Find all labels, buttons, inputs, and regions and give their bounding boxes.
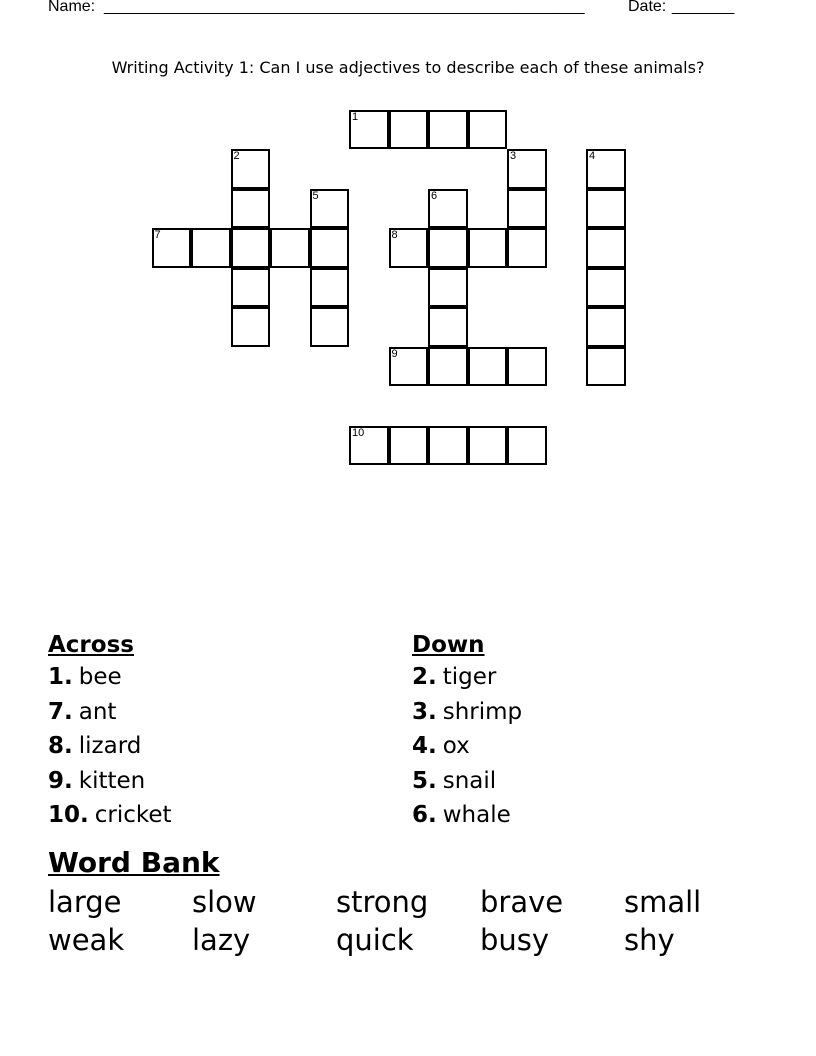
- word-bank-word: quick: [336, 923, 414, 957]
- crossword-cell[interactable]: [310, 189, 350, 229]
- clue-number: 7: [154, 229, 161, 241]
- header: [0, 0, 816, 20]
- crossword-cell[interactable]: [468, 426, 508, 466]
- crossword-cell[interactable]: [507, 426, 547, 466]
- crossword-cell[interactable]: [231, 228, 271, 268]
- word-bank-word: strong: [336, 885, 429, 919]
- name-line[interactable]: ______________________________________________________: [104, 0, 585, 15]
- crossword-cell[interactable]: [389, 426, 429, 466]
- across-clue: 7. ant: [48, 698, 117, 725]
- down-clue: 6. whale: [412, 802, 511, 828]
- clue-number: 1: [352, 110, 359, 123]
- crossword-cell[interactable]: [468, 228, 508, 268]
- date-label: Date:: [628, 0, 667, 15]
- crossword-cell[interactable]: [231, 268, 271, 308]
- clue-number: 5: [312, 189, 319, 202]
- crossword-cell[interactable]: [428, 426, 468, 466]
- word-bank-word: brave: [480, 885, 564, 919]
- crossword-cell[interactable]: [231, 149, 271, 189]
- crossword-cell[interactable]: [152, 228, 192, 268]
- name-label: Name:: [48, 0, 96, 15]
- down-clue: 5. snail: [412, 767, 497, 794]
- crossword-cell[interactable]: [586, 307, 626, 347]
- word-bank-word: small: [624, 885, 702, 919]
- across-clue: 10. cricket: [48, 802, 172, 828]
- down-clue: 3. shrimp: [412, 698, 523, 725]
- crossword-cell[interactable]: [349, 110, 389, 150]
- crossword-cell[interactable]: [586, 228, 626, 268]
- crossword-cell[interactable]: [310, 228, 350, 268]
- crossword-cell[interactable]: [270, 228, 310, 268]
- word-bank-word: large: [48, 885, 122, 919]
- crossword-cell[interactable]: [428, 228, 468, 268]
- crossword-cell[interactable]: [231, 307, 271, 347]
- page-title: Writing Activity 1: Can I use adjectives to describe each of these animals?: [111, 58, 705, 77]
- clue-number: 2: [233, 150, 240, 162]
- crossword-cell[interactable]: [428, 110, 468, 150]
- word-bank-title: Word Bank: [48, 846, 220, 879]
- word-bank-word: slow: [192, 885, 257, 919]
- clue-number: 4: [589, 150, 596, 162]
- crossword-cell[interactable]: [389, 347, 429, 387]
- crossword-cell[interactable]: [428, 189, 468, 229]
- crossword-cell[interactable]: [349, 426, 389, 466]
- word-bank-word: busy: [480, 923, 550, 957]
- down-clue: 2. tiger: [412, 664, 497, 690]
- crossword-cell[interactable]: [389, 110, 429, 150]
- crossword-cell[interactable]: [428, 347, 468, 387]
- crossword-cell[interactable]: [310, 307, 350, 347]
- crossword-cell[interactable]: [507, 189, 547, 229]
- crossword-cell[interactable]: [468, 347, 508, 387]
- crossword-cell[interactable]: [586, 189, 626, 229]
- clue-number: 9: [391, 347, 398, 360]
- clue-number: 6: [431, 189, 438, 202]
- crossword-cell[interactable]: [428, 307, 468, 347]
- crossword-cell[interactable]: [389, 228, 429, 268]
- across-clue: 9. kitten: [48, 767, 146, 794]
- down-heading: Down: [412, 632, 485, 658]
- down-clues: [412, 630, 522, 833]
- crossword-cell[interactable]: [507, 347, 547, 387]
- across-clue: 8. lizard: [48, 733, 142, 759]
- down-clue: 4. ox: [412, 733, 470, 759]
- crossword-cell[interactable]: [468, 110, 508, 150]
- across-clue: 1. bee: [48, 664, 122, 690]
- crossword-cell[interactable]: [191, 228, 231, 268]
- crossword-cell[interactable]: [586, 149, 626, 189]
- across-heading: Across: [48, 632, 134, 658]
- word-bank-word: weak: [48, 923, 125, 957]
- date-line[interactable]: _______: [672, 0, 735, 15]
- crossword-cell[interactable]: [507, 228, 547, 268]
- clue-number: 8: [391, 229, 398, 241]
- word-bank-word: lazy: [192, 923, 251, 957]
- clue-number: 3: [510, 150, 517, 162]
- clue-number: 10: [352, 426, 365, 439]
- crossword-cell[interactable]: [586, 268, 626, 308]
- crossword-cell[interactable]: [507, 149, 547, 189]
- crossword-cell[interactable]: [428, 268, 468, 308]
- word-bank-word: shy: [624, 923, 675, 957]
- crossword-cell[interactable]: [231, 189, 271, 229]
- across-clues: [48, 630, 172, 833]
- crossword-cell[interactable]: [586, 347, 626, 387]
- crossword-cell[interactable]: [310, 268, 350, 308]
